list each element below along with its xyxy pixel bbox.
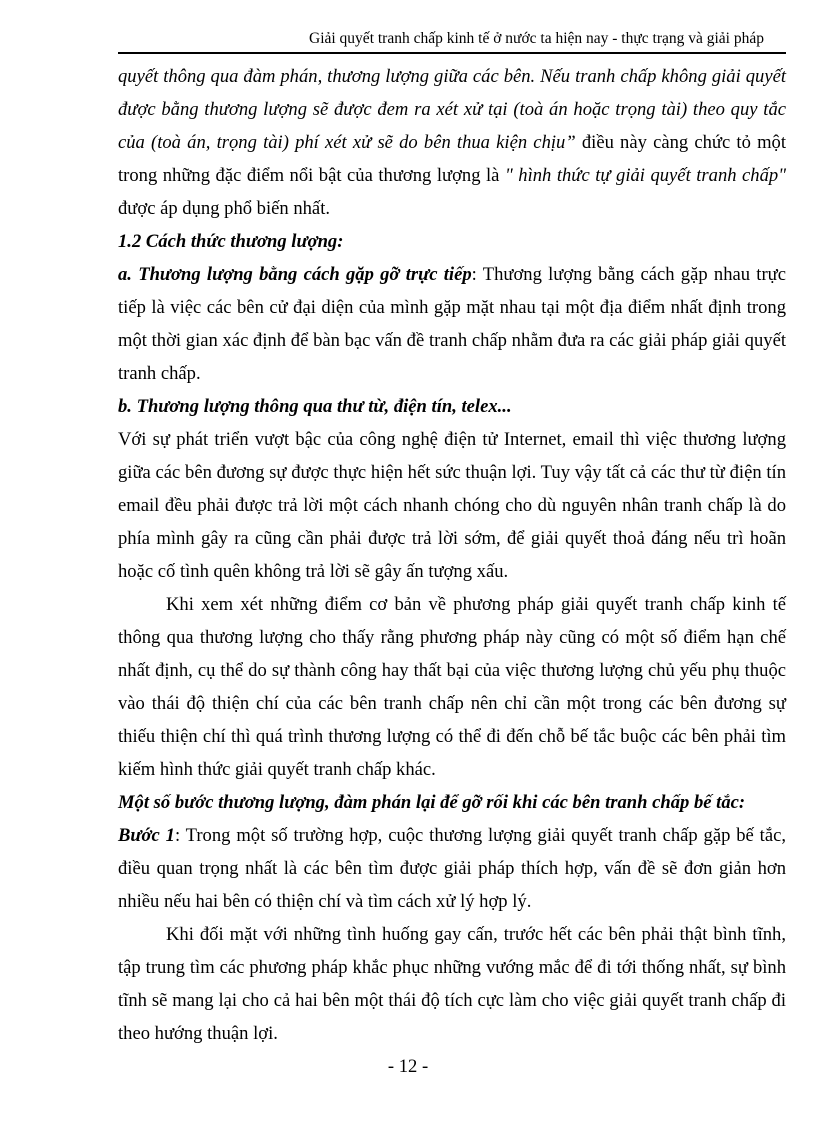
- paragraph-6: Khi đối mặt với những tình huống gay cấn, trước hết các bên phải thật bình tĩnh, tập trung tìm các phương pháp khắc phục những vướng mắc để đi tới thống nhất, sự bình tĩnh sẽ mang lại cho cả hai bên một thái độ tích cực làm cho việc giải quyết tranh chấp đi theo hướng thuận lợi.: [118, 924, 786, 1044]
- paragraph-a-text: : Thương lượng bằng cách gặp nhau trực tiếp là việc các bên cử đại diện của mình gặp mặt nhau tại một địa điểm nhất định trong một thời gian xác định để bàn bạc vấn đề tranh chấp nhằm đưa ra các giải pháp giải quyết tranh chấp.: [118, 264, 786, 384]
- quote-italic: quyết thông qua đàm phán, thương lượng giữa các bên. Nếu tranh chấp không giải quyết được bằng thương lượng sẽ được đem ra xét xử tại (toà án hoặc trọng tài) theo quy tắc của (toà án, trọng tài) phí xét xử sẽ do bên thua kiện chịu”: [118, 66, 786, 153]
- quote-term: " hình thức tự giải quyết tranh chấp": [504, 165, 786, 186]
- page-body: [118, 60, 786, 1050]
- running-header: Giải quyết tranh chấp kinh tế ở nước ta hiện nay - thực trạng và giải pháp: [309, 30, 764, 47]
- subheading-a: a. Thương lượng bằng cách gặp gỡ trực tiếp: [118, 264, 472, 285]
- paragraph-1: [118, 60, 786, 225]
- section-heading-1-2: 1.2 Cách thức thương lượng:: [118, 231, 344, 252]
- paragraph-1-text-a: điều này càng chức tỏ một trong những đặc điểm nổi bật của thương lượng là: [118, 132, 786, 186]
- step-1-text: : Trong một số trường hợp, cuộc thương lượng giải quyết tranh chấp gặp bế tắc, điều quan trọng nhất là các bên tìm được giải pháp thích hợp, vấn đề sẽ đơn giản hơn nhiều nếu hai bên có thiện chí và tìm cách xử lý hợp lý.: [118, 825, 787, 912]
- subheading-b: b. Thương lượng thông qua thư từ, điện tín, telex...: [118, 396, 512, 417]
- paragraph-3: Với sự phát triển vượt bậc của công nghệ điện tử Internet, email thì việc thương lượng giữa các bên đương sự được thực hiện hết sức thuận lợi. Tuy vậy tất cả các thư từ điện tín email đều phải được trả lời một cách nhanh chóng cho dù nguyên nhân tranh chấp là do phía mình gây ra cũng cần phải được trả lời sớm, để giải quyết thoả đáng nếu trì hoãn hoặc cố tình quên không trả lời sẽ gây ấn tượng xấu.: [118, 429, 786, 582]
- paragraph-a: [118, 258, 786, 390]
- paragraph-step-1: [118, 819, 786, 918]
- paragraph-1-text-b: được áp dụng phổ biến nhất.: [118, 198, 331, 219]
- header-divider: [118, 52, 786, 54]
- steps-heading: Một số bước thương lượng, đàm phán lại để gỡ rối khi các bên tranh chấp bế tắc:: [118, 792, 746, 813]
- paragraph-4: Khi xem xét những điểm cơ bản về phương pháp giải quyết tranh chấp kinh tế thông qua thương lượng cho thấy rằng phương pháp này cũng có một số điểm hạn chế nhất định, cụ thể do sự thành công hay thất bại của việc thương lượng chủ yếu phụ thuộc vào thái độ thiện chí của các bên tranh chấp nên chỉ cần một trong các bên đương sự thiếu thiện chí thì quá trình thương lượng có thể đi đến chỗ bế tắc buộc các bên phải tìm kiếm hình thức giải quyết tranh chấp khác.: [118, 594, 786, 780]
- page-number: - 12 -: [387, 1056, 429, 1077]
- step-1-label: Bước 1: [118, 825, 175, 846]
